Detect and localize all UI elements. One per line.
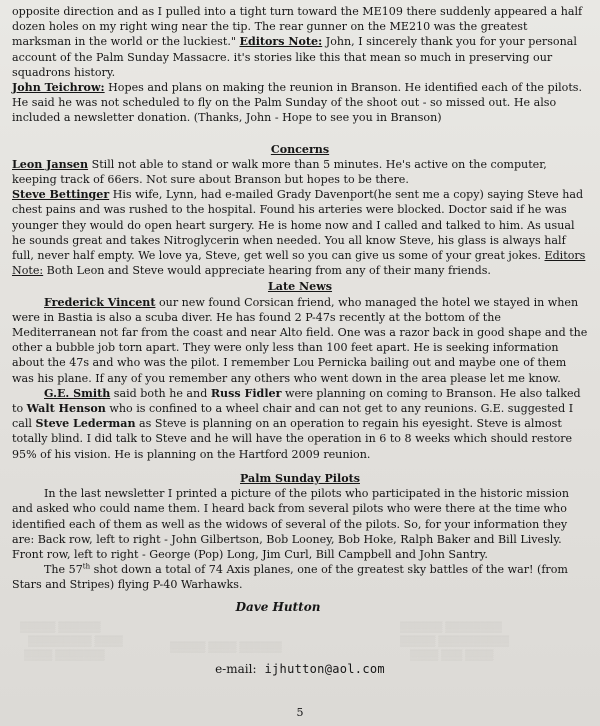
teichrow-text: Hopes and plans on making the reunion in Branson. He identified each of the pilots. He said he was not scheduled to fly on the Palm Sunday of the shoot out - so missed out. He also included a newsletter donation. (Thanks, John - Hope to see you in Branson) — [12, 81, 583, 125]
signature: Dave Hutton — [235, 599, 321, 614]
email-line — [0, 662, 600, 677]
smith-name: G.E. Smith — [44, 386, 111, 400]
intro-text: opposite direction and as I pulled into a tight turn toward the ME109 there suddenly appeared a half dozen holes on my right wing near the tip. The rear gunner on the ME210 was the greatest marksman in the world or the luckiest." — [12, 5, 583, 49]
intro-paragraph — [12, 4, 588, 80]
smith-text-2: were planning on coming to Branson. He also talked to — [12, 386, 581, 416]
jansen-name: Leon Jansen — [12, 157, 89, 171]
smith-paragraph — [12, 386, 588, 462]
concerns-heading: Concerns — [270, 142, 330, 156]
editors-note-label: Editors Note: — [239, 35, 323, 49]
vincent-name: Frederick Vincent — [44, 295, 156, 309]
pilots-heading: Palm Sunday Pilots — [240, 471, 360, 485]
intro-text-tail: John, I sincerely thank you for your personal account of the Palm Sunday Massacre. it's stories like this that mean so much in preserving our squadrons history. — [12, 35, 577, 79]
vincent-text: our new found Corsican friend, who managed the hotel we stayed in when were in Bastia is also a scuba diver. He has found 2 P-47s recently at the bottom of the Mediterranean not far from the coast and near Alto field. One was a razor back in good shape and the other a bubble job torn apart. They were only less than 100 feet apart. He is seeking information about the 47s and who was the pilot. I remember Lou Pernicka bailing out and maybe one of them was his plane. If any of you remember any others who went down in the area please let me know. — [12, 295, 588, 385]
bleed-through-mailing-label: ▒▒▒▒▒ ▒▒▒▒▒▒ ▒▒▒▒▒▒▒▒▒ ▒▒▒▒ ▒▒▒▒ ▒▒▒▒▒▒▒ ▒▒▒▒▒ ▒▒▒▒ ▒▒▒▒▒▒ ▒▒▒▒▒▒ ▒▒▒▒▒▒▒▒ ▒▒▒▒▒ ▒▒▒▒▒▒▒▒▒▒ ▒▒▒▒ ▒▒▒ ▒▒▒▒ — [20, 622, 510, 661]
teichrow-name: John Teichrow: — [12, 81, 105, 95]
ordinal-suffix: th — [82, 562, 91, 571]
editors-note-label-2: Editors Note: — [12, 249, 586, 278]
bettinger-text: His wife, Lynn, had e-mailed Grady Davenport(he sent me a copy) saying Steve had chest pains and was rushed to the hospital. Found his arteries were blocked. Doctor said if he was younger they would do open heart surgery. He is home now and I called and talked to him. As usual he sounds great and takes Nitroglycerin when needed. You all know Steve, his glass is always half full, never half empty. We love ya, Steve, get well so you can give us some of your great jokes. — [12, 188, 584, 263]
jansen-paragraph — [12, 157, 588, 187]
smith-text-1: said both he and — [110, 386, 211, 400]
bettinger-paragraph — [12, 187, 588, 278]
warhawks-text-a: The 57 — [44, 563, 83, 577]
teichrow-paragraph — [12, 80, 588, 126]
vincent-paragraph — [12, 295, 588, 386]
page-number: 5 — [296, 706, 304, 719]
jansen-text: Still not able to stand or walk more than 5 minutes. He's active on the computer, keeping track of 66ers. Not sure about Branson but hopes to be there. — [12, 157, 547, 187]
fidler-name: Russ Fidler — [210, 386, 282, 400]
pilots-paragraph: In the last newsletter I printed a picture of the pilots who participated in the historic mission and asked who could name them. I heard back from several pilots who were there at the time who identified each of them as well as the widows of several of the pilots. So, for your information they are: Back row, left to right - John Gilbertson, Bob Looney, Bob Hoke, Ralph Baker and Bill Livesly. Front row, left to right - George (Pop) Long, Jim Curl, Bill Campbell and John Santry. — [12, 487, 569, 561]
bettinger-tail: Both Leon and Steve would appreciate hearing from any of their many friends. — [43, 264, 491, 278]
email-address[interactable]: ijhutton@aol.com — [264, 662, 385, 676]
lederman-name: Steve Lederman — [35, 417, 136, 431]
email-label: e-mail: — [215, 662, 257, 676]
warhawks-text-b: shot down a total of 74 Axis planes, one of the greatest sky battles of the war! (from Stars and Stripes) flying P-40 Warhawks. — [12, 563, 568, 592]
henson-name: Walt Henson — [26, 402, 106, 416]
late-news-heading: Late News — [267, 280, 333, 294]
bettinger-name: Steve Bettinger — [12, 188, 110, 202]
smith-text-4: as Steve is planning on an operation to regain his eyesight. Steve is almost totally blind. I did talk to Steve and he will have the operation in 6 to 8 weeks which should restore 95% of his vision. He is planning on the Hartford 2009 reunion. — [12, 417, 573, 461]
warhawks-paragraph — [12, 562, 588, 592]
smith-text-3: who is confined to a wheel chair and can not get to any reunions. G.E. suggested I call — [12, 402, 574, 431]
